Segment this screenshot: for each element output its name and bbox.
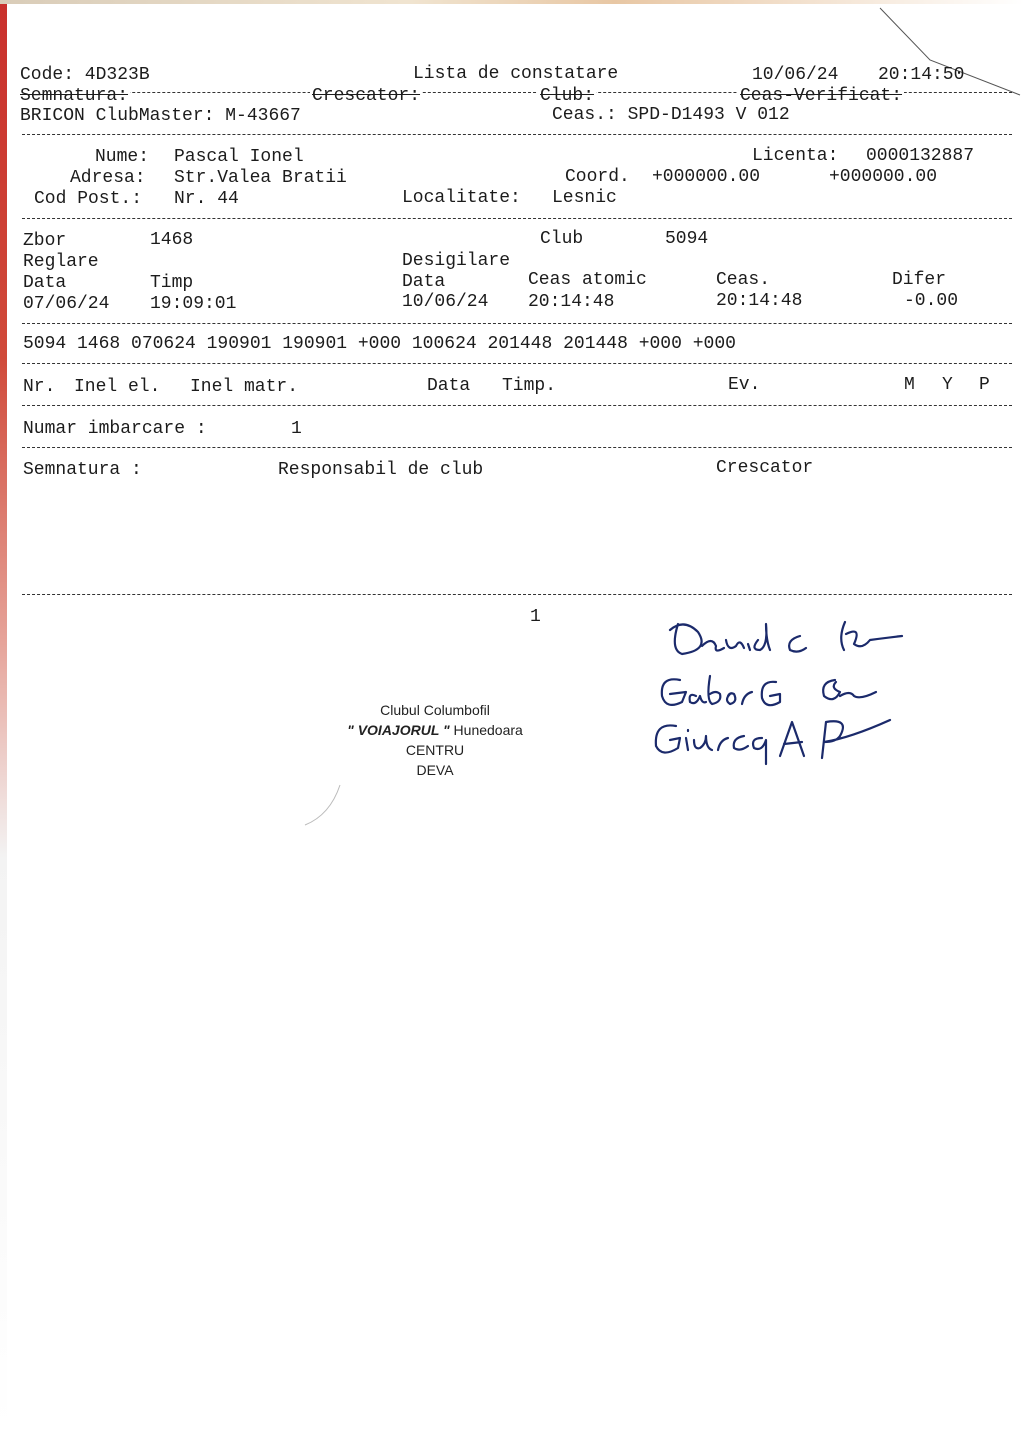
divider — [22, 134, 1012, 135]
stamp-club-name: " VOIAJORUL " — [347, 722, 450, 738]
col-ceas: Ceas. — [716, 270, 771, 290]
desigilare-label: Desigilare — [402, 251, 511, 271]
clock-id: Ceas.: SPD-D1493 V 012 — [552, 105, 790, 125]
difer-value: -0.00 — [904, 291, 959, 311]
stamp-line-4: DEVA — [416, 762, 454, 778]
coord-y: +000000.00 — [829, 167, 938, 187]
divider — [22, 363, 1012, 364]
stamp-arc — [300, 780, 360, 830]
col-data-reglare: Data — [23, 273, 67, 293]
col-data-desigilare: Data — [402, 272, 446, 292]
semnatura-label: Semnatura: — [20, 86, 129, 106]
paper-fold-mark — [870, 0, 1024, 100]
code-label: Code: 4D323B — [20, 65, 150, 85]
th-timp: Timp. — [502, 376, 557, 396]
th-inel-matr: Inel matr. — [190, 377, 299, 397]
th-nr: Nr. — [23, 377, 56, 397]
imbarcare-value: 1 — [291, 419, 302, 439]
club-stamp — [310, 700, 560, 780]
reglare-timp-value: 19:09:01 — [150, 294, 237, 314]
paper-red-edge — [0, 0, 7, 1430]
th-data: Data — [427, 376, 471, 396]
codpost-label: Cod Post.: — [34, 189, 143, 209]
stamp-line-1: Clubul Columbofil — [380, 702, 490, 718]
divider — [22, 594, 1012, 595]
th-m: M — [904, 375, 915, 395]
coord-label: Coord. — [565, 167, 630, 187]
nume-label: Nume: — [95, 147, 150, 167]
document-title: Lista de constatare — [413, 64, 619, 84]
coord-x: +000000.00 — [652, 167, 761, 187]
stamp-line-3: CENTRU — [405, 742, 465, 758]
adresa-label: Adresa: — [70, 168, 146, 188]
adresa-value: Str.Valea Bratii — [174, 168, 347, 188]
reglare-data-value: 07/06/24 — [23, 294, 110, 314]
codpost-value: Nr. 44 — [174, 189, 239, 209]
divider — [22, 218, 1012, 219]
header-time: 20:14:50 — [878, 65, 965, 85]
imbarcare-label: Numar imbarcare : — [23, 419, 207, 439]
desigilare-data-value: 10/06/24 — [402, 292, 489, 312]
stamp-line-2 — [310, 720, 560, 740]
responsabil-label: Responsabil de club — [278, 460, 484, 480]
col-ceas-atomic: Ceas atomic — [528, 270, 647, 290]
page-number: 1 — [530, 607, 541, 627]
code-line: 5094 1468 070624 190901 190901 +000 100624 201448 201448 +000 +000 — [23, 334, 736, 354]
divider — [22, 447, 1012, 448]
zbor-value: 1468 — [150, 230, 194, 250]
handwritten-signatures — [640, 610, 920, 790]
th-y: Y — [942, 375, 953, 395]
th-p: P — [979, 375, 990, 395]
zbor-label: Zbor — [23, 231, 67, 251]
ceas-verificat-label: Ceas-Verificat: — [740, 86, 903, 106]
nume-value: Pascal Ionel — [174, 147, 304, 167]
localitate-label: Localitate: — [402, 188, 521, 208]
semnatura-footer-label: Semnatura : — [23, 460, 142, 480]
stamp-city: Hunedoara — [449, 722, 523, 738]
reglare-label: Reglare — [23, 252, 99, 272]
licenta-value: 0000132887 — [866, 146, 975, 166]
club-label: Club: — [540, 86, 595, 106]
divider — [22, 405, 1012, 406]
th-ev: Ev. — [728, 375, 761, 395]
crescator-footer-label: Crescator — [716, 458, 814, 478]
crescator-label: Crescator: — [312, 86, 421, 106]
ceas-value: 20:14:48 — [716, 291, 803, 311]
col-timp-reglare: Timp — [150, 273, 194, 293]
device-id: BRICON ClubMaster: M-43667 — [20, 106, 301, 126]
divider — [22, 323, 1012, 324]
club-id-value: 5094 — [665, 229, 709, 249]
localitate-value: Lesnic — [552, 188, 617, 208]
th-inel-el: Inel el. — [74, 377, 161, 397]
col-difer: Difer — [892, 270, 947, 290]
club-id-label: Club — [540, 229, 584, 249]
licenta-label: Licenta: — [752, 146, 839, 166]
ceas-atomic-value: 20:14:48 — [528, 292, 615, 312]
header-date: 10/06/24 — [752, 65, 839, 85]
